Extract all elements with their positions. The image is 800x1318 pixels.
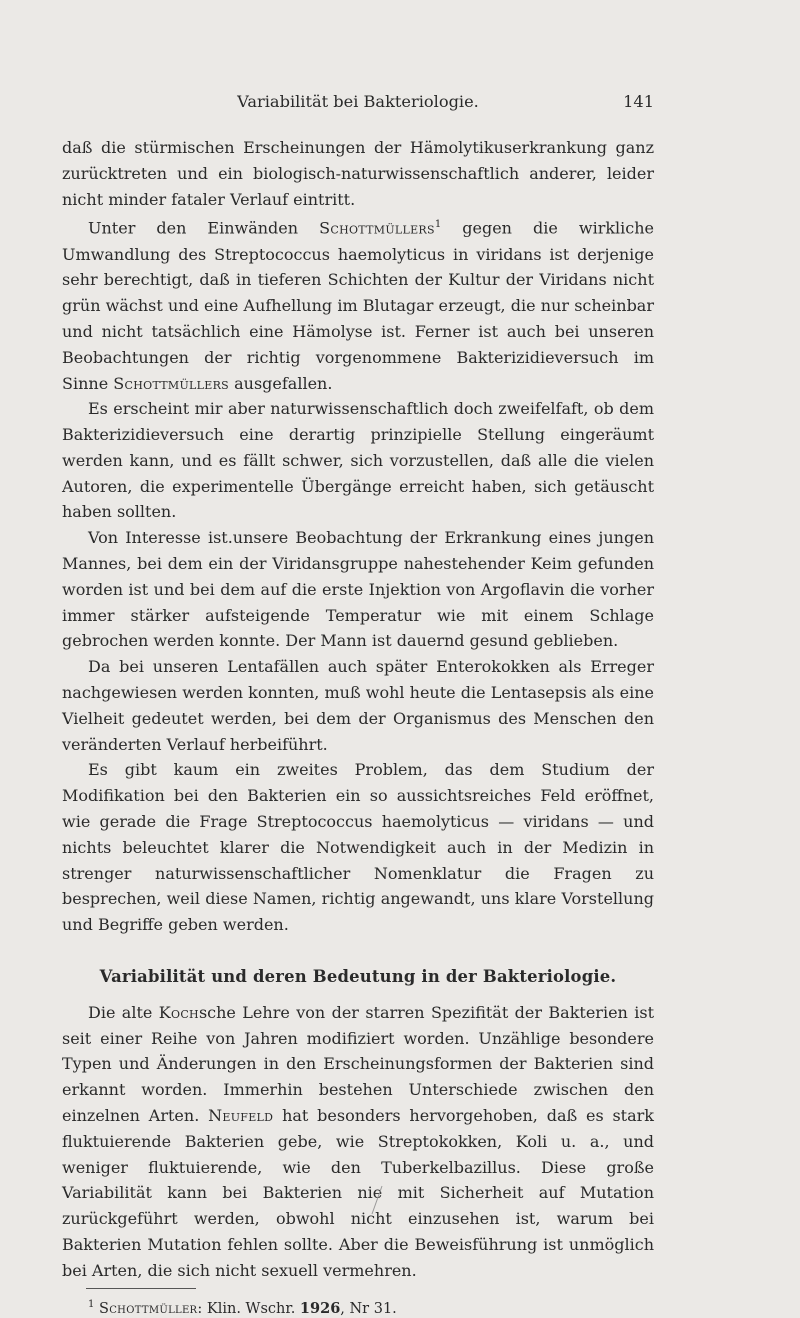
paragraph-4: Von Interesse ist.unsere Beobachtung der Erkrankung eines jungen Mannes, bei dem ein der Viridansgruppe nahestehender Keim gefunden worden ist und bei dem auf die erste Injektion von Argoflavin die vorher immer stärker aufsteigende Temperatur wie mit einem Schlage gebrochen werden konnte. Der Mann ist dauernd gesund geblieben. [62,528,654,651]
pencil-mark-icon [370,1185,384,1215]
footnote: $^1$ Schottmüller: Klin. Wschr. 1926, Nr 31. [88,1298,397,1317]
author-name: Schottmüllers [319,218,435,238]
paragraph-2: Unter den Einwänden Schottmüllers$^1$ gegen die wirkliche Umwandlung des Streptococcus haemolyticus in viridans ist derjenige sehr berechtigt, daß in tieferen Schichten der Kultur der Viridans nicht grün wächst und eine Aufhellung im Blutagar erzeugt, die nur scheinbar und nicht tatsächlich eine Hämolyse ist. Ferner ist auch bei unseren Beobachtungen der richtig vorgenommene Bakterizidieversuch im Sinne Schottmüllers ausgefallen. [62,218,655,393]
paragraph-1: daß die stürmischen Erscheinungen der Hämolytikuserkrankung ganz zurücktreten und ein biologisch-naturwissenschaftlich anderer, leider nicht minder fataler Verlauf eintritt. [62,138,654,209]
author-name: Neufeld [208,1106,274,1126]
page-number: 141 [623,92,654,111]
section-heading: Variabilität und deren Bedeutung in der Bakteriologie. [99,967,617,987]
running-title: Variabilität bei Bakteriologie. [237,92,479,111]
footnote-rule [86,1288,196,1289]
footnote-ref: 1 [434,219,442,231]
page-body [62,135,654,1318]
paragraph-5: Da bei unseren Lentafällen auch später Enterokokken als Erreger nachgewiesen werden konnten, muß wohl heute die Lentasepsis als eine Vielheit gedeutet werden, bei dem der Organismus des Menschen den veränderten Verlauf herbeiführt. [62,657,654,754]
author-name: Schottmüllers [113,373,230,393]
paragraph-6: Es gibt kaum ein zweites Problem, das dem Studium der Modifikation bei den Bakterien ein so aussichtsreiches Feld eröffnet, wie gerade die Frage Streptococcus haemolyticus — viridans — und nichts beleuchtet klarer die Notwendigkeit auch in der Medizin in strenger naturwissenschaftlicher Nomenklatur die Fragen zu besprechen, weil diese Namen, richtig angewandt, uns klare Vorstellung und Begriffe geben werden. [62,760,654,935]
author-name: Koch [158,1002,199,1022]
section-paragraph-1: Die alte Kochsche Lehre von der starren Spezifität der Bakterien ist seit einer Reihe von Jahren modifiziert worden. Unzählige besondere Typen und Änderungen in den Erscheinungsformen der Bakterien sind erkannt worden. Immerhin bestehen Unterschiede zwischen den einzelnen Arten. Neufeld hat besonders hervorgehoben, daß es stark fluktuierende Bakterien gebe, wie Streptokokken, Koli u. a., und weniger fluktuierende, wie den Tuberkelbazillus. Diese große Variabilität kann bei Bakterien nie mit Sicherheit auf Mutation zurückgeführt werden, obwohl nicht einzusehen ist, warum bei Bakterien Mutation fehlen sollte. Aber die Beweisführung ist unmöglich bei Arten, die sich nicht sexuell vermehren. [62,1002,654,1280]
paragraph-3: Es erscheint mir aber naturwissenschaftlich doch zweifelfaft, ob dem Bakterizidieversuch eine derartig prinzipielle Stellung eingeräumt werden kann, und es fällt schwer, sich vorzustellen, daß alle die vielen Autoren, die experimentelle Übergänge erreicht haben, sich getäuscht haben sollten. [62,399,654,522]
